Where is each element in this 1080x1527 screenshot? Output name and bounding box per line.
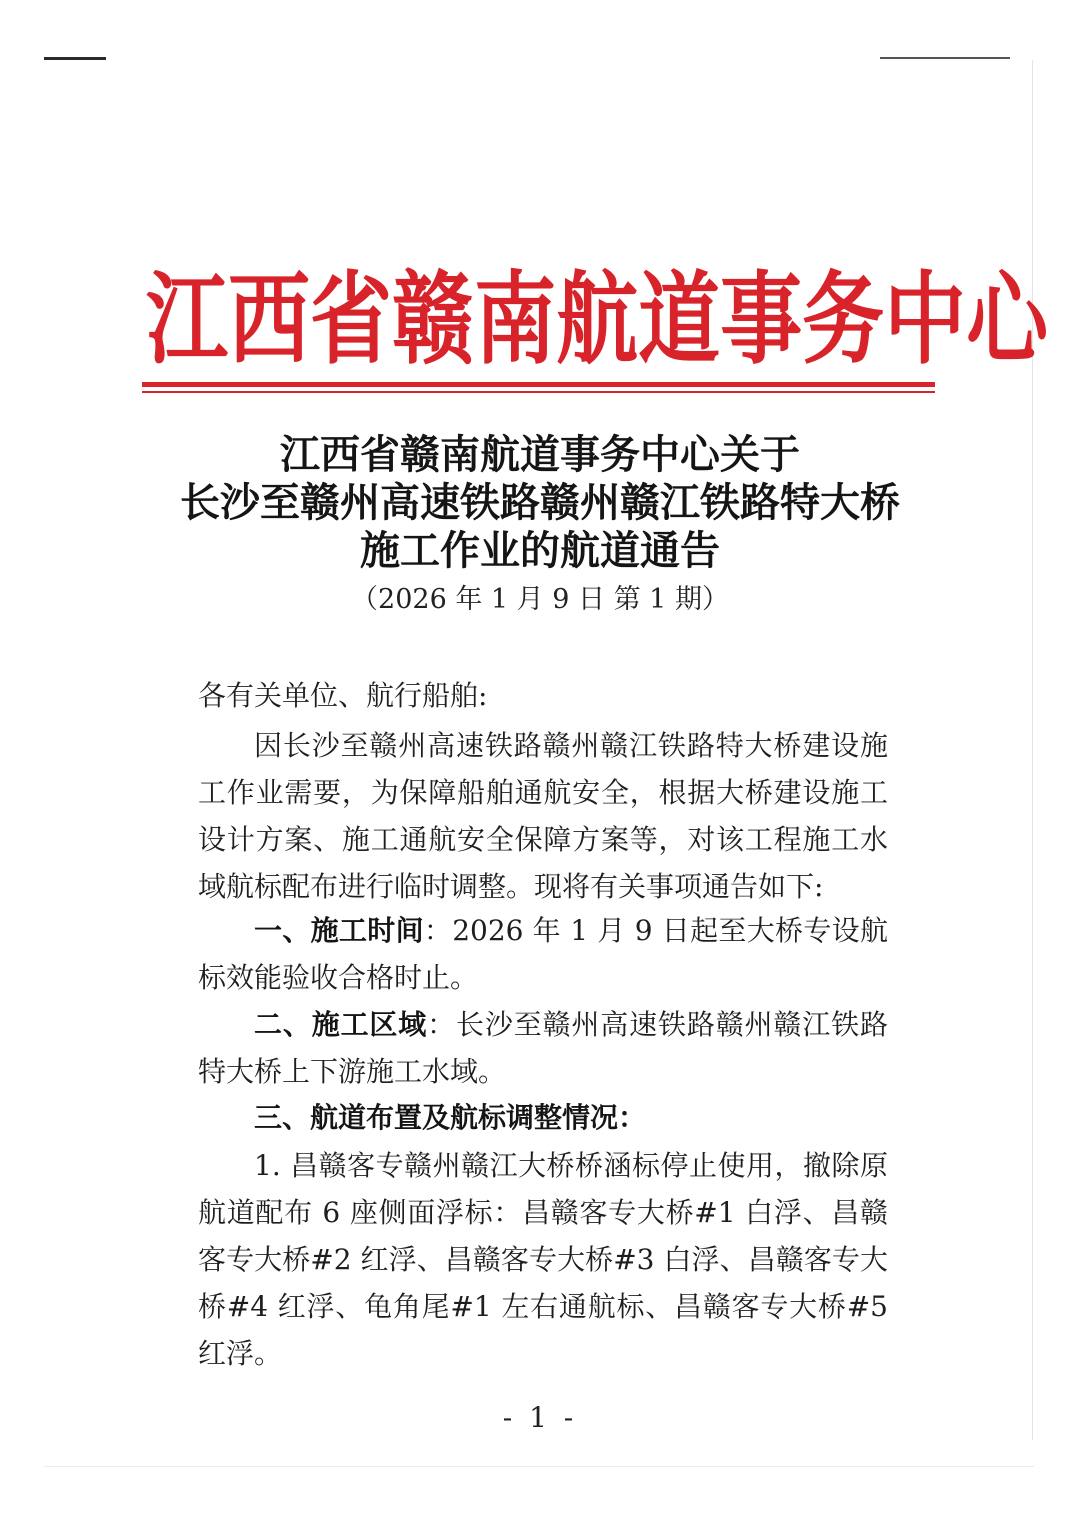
construction-time-text: ：2026 年 1 月 9 日起至大桥专设航标效能验收合格时止。 <box>198 914 888 994</box>
letterhead-character: 省 <box>310 260 393 379</box>
document-title-line-2: 长沙至赣州高速铁路赣州赣江铁路特大桥 <box>180 479 900 526</box>
paragraph-intro: 因长沙至赣州高速铁路赣州赣江铁路特大桥建设施工作业需要，为保障船舶通航安全，根据大桥建设施工设计方案、施工通航安全保障方案等，对该工程施工水域航标配布进行临时调整。现将有关事项通告如下: <box>198 729 888 903</box>
paragraph-item-1: 1. 昌赣客专赣州赣江大桥桥涵标停止使用，撤除原航道配布 6 座侧面浮标：昌赣客专大桥#1 白浮、昌赣客专大桥#2 红浮、昌赣客专大桥#3 白浮、昌赣客专大桥#4 红浮、龟角尾#1 左右通航标、昌赣客专大桥#5 红浮。 <box>198 1149 888 1370</box>
document-title-line-3: 施工作业的航道通告 <box>360 527 720 574</box>
scan-mark-left <box>44 57 106 60</box>
letterhead-character: 道 <box>638 260 721 379</box>
letterhead-character: 西 <box>228 260 311 379</box>
issue-date: （2026 年 1 月 9 日 第 1 期） <box>351 584 729 615</box>
salutation: 各有关单位、航行船舶: <box>198 679 488 712</box>
section-heading-area: 二、施工区域 <box>254 1008 428 1041</box>
section-heading-channel-layout: 三、航道布置及航标调整情况： <box>254 1101 647 1134</box>
construction-area-text: ：长沙至赣州高速铁路赣州赣江铁路特大桥上下游施工水域。 <box>198 1008 888 1088</box>
page-number: - 1 - <box>502 1401 578 1434</box>
letterhead-character: 赣 <box>392 260 475 379</box>
document-title-line-1: 江西省赣南航道事务中心关于 <box>280 431 800 478</box>
paragraph-construction-area <box>198 1001 888 1095</box>
letterhead-character: 中 <box>884 260 967 379</box>
letterhead-character: 南 <box>474 260 557 379</box>
letterhead-character: 航 <box>556 260 639 379</box>
scan-mark-right <box>880 57 1010 59</box>
letterhead-character: 事 <box>720 260 803 379</box>
letterhead-red-rule-thin <box>142 391 935 393</box>
letterhead-character: 江 <box>146 260 229 379</box>
section-heading-time: 一、施工时间 <box>254 914 424 947</box>
letterhead-character: 务 <box>802 260 885 379</box>
letterhead-organization <box>146 260 1049 379</box>
page-edge-bottom <box>44 1466 1034 1467</box>
letterhead-character: 心 <box>966 260 1049 379</box>
letterhead-red-rule-thick <box>142 382 935 387</box>
paragraph-construction-time <box>198 907 888 1001</box>
